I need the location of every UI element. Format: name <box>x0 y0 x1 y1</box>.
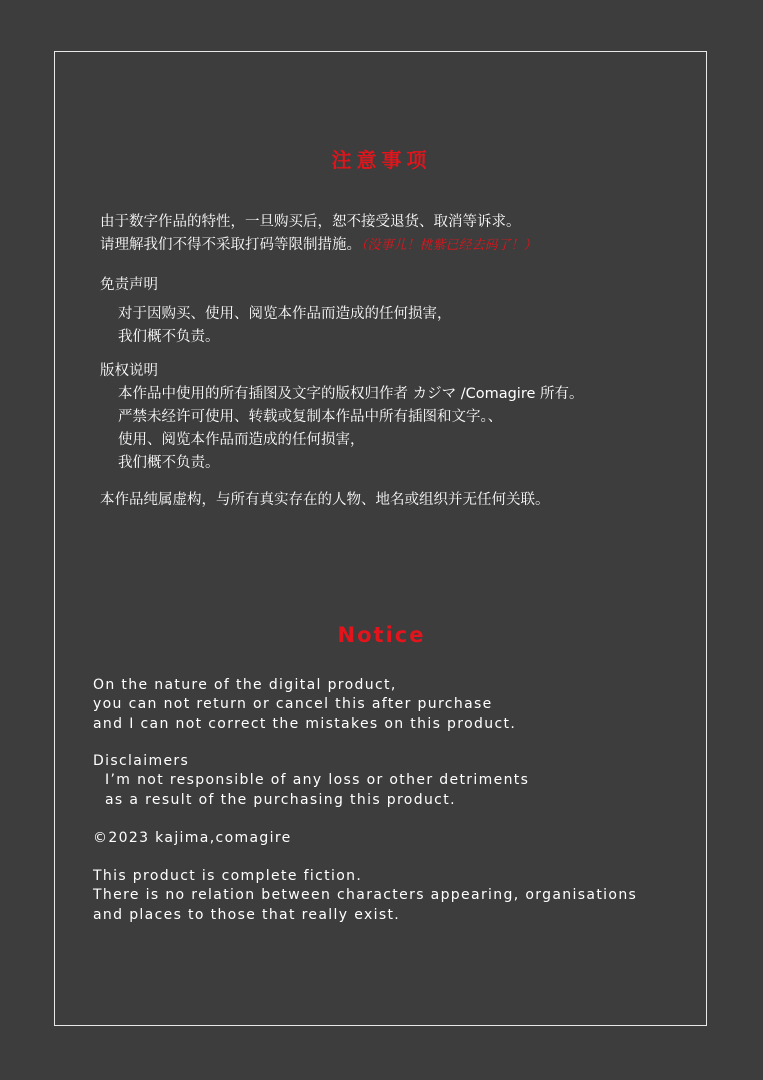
cn-disclaimer-heading: 免责声明 <box>100 277 158 293</box>
cn-disclaimer-line-2: 我们概不负责。 <box>118 329 220 345</box>
cn-disclaimer-line-1: 对于因购买、使用、阅览本作品而造成的任何损害， <box>118 306 452 322</box>
cn-copyright-line-1: 本作品中使用的所有插图及文字的版权归作者 カジマ /Comagire 所有。 <box>118 386 584 402</box>
cn-disclaimer-block <box>100 274 452 349</box>
cn-fiction-statement: 本作品纯属虚构，与所有真实存在的人物、地名或组织并无任何关联。 <box>100 492 550 508</box>
cn-copyright-block <box>100 360 584 475</box>
cn-intro-line-1: 由于数字作品的特性，一旦购买后，恕不接受退货、取消等诉求。 <box>100 214 521 230</box>
cn-intro-line-2-text: 请理解我们不得不采取打码等限制措施。 <box>100 237 361 253</box>
cn-copyright-line-2: 严禁未经许可使用、转载或复制本作品中所有插图和文字。、 <box>118 409 503 425</box>
en-fiction-block <box>93 867 637 925</box>
notice-title-chinese: 注意事项 <box>331 148 432 172</box>
en-nature-line-2: you can not return or cancel this after purchase <box>93 696 493 713</box>
cn-intro-line-2 <box>100 234 537 257</box>
cn-intro-red-note: （没事儿！桃紫已经去码了！） <box>361 238 537 253</box>
cn-copyright-line-4: 我们概不负责。 <box>118 455 220 471</box>
notice-title-english: Notice <box>337 623 426 647</box>
en-fiction-line-2: There is no relation between characters appearing, organisations <box>93 887 638 904</box>
cn-copyright-line-3: 使用、阅览本作品而造成的任何损害， <box>118 432 365 448</box>
en-fiction-line-3: and places to those that really exist. <box>93 906 401 923</box>
cn-intro-block <box>100 211 537 257</box>
en-disclaimers-line-1: I’m not responsible of any loss or other detriments <box>105 772 530 789</box>
en-disclaimers-block <box>93 752 529 810</box>
en-fiction-line-1: This product is complete fiction. <box>93 868 363 884</box>
en-copyright-line: ©2023 kajima,comagire <box>93 830 292 846</box>
en-nature-line-3: and I can not correct the mistakes on this product. <box>93 715 517 732</box>
en-nature-line-1: On the nature of the digital product, <box>93 677 397 693</box>
en-disclaimers-line-2: as a result of the purchasing this product. <box>105 791 456 808</box>
en-nature-block <box>93 676 516 734</box>
cn-copyright-heading: 版权说明 <box>100 363 158 379</box>
en-disclaimers-heading: Disclaimers <box>93 753 190 769</box>
